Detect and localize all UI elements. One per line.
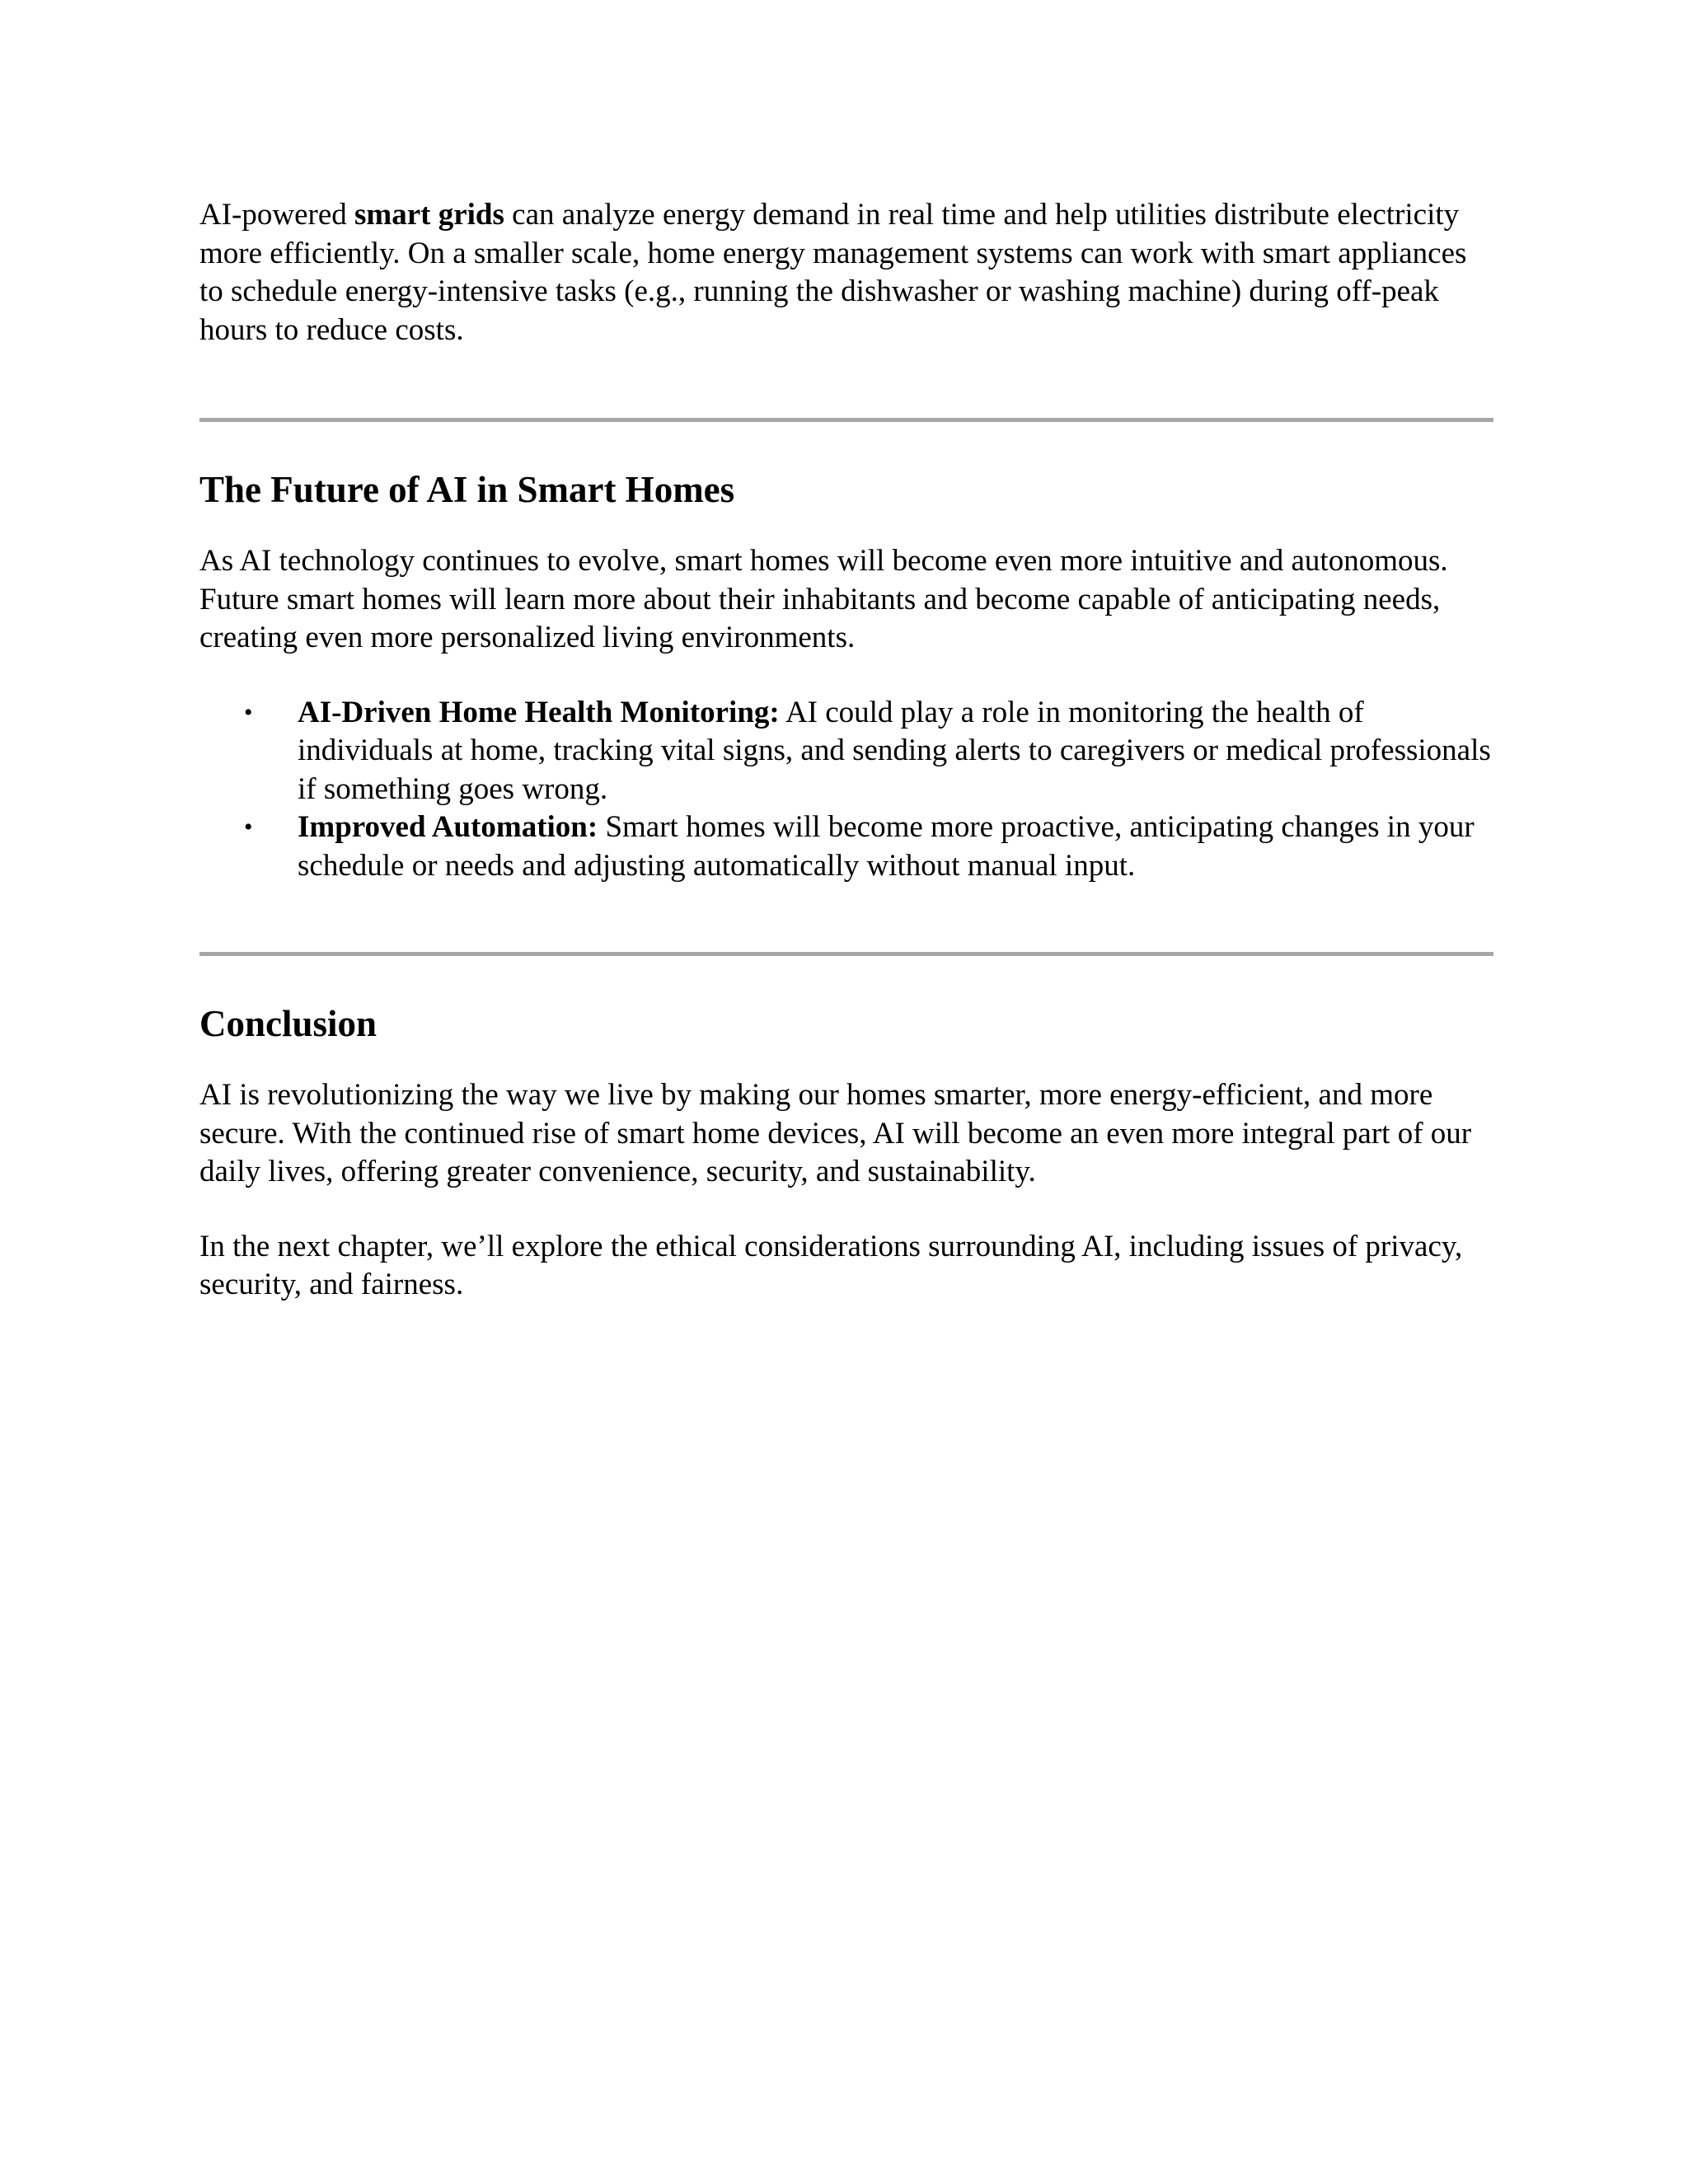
list-item — [199, 808, 1493, 885]
document-page — [199, 196, 1493, 1305]
list-item-title: AI-Driven Home Health Monitoring: — [298, 695, 780, 729]
intro-bold-term: smart grids — [354, 198, 504, 232]
section-divider — [199, 952, 1493, 956]
future-paragraph: As AI technology continues to evolve, smart homes will become even more intuitive and autonomous. Future smart homes will learn more about their inhabitants and become capable of anticipating needs, creating even more personalized living environments. — [199, 544, 1448, 654]
bullet-mark: • — [244, 813, 253, 841]
next-chapter-paragraph: In the next chapter, we’ll explore the ethical considerations surrounding AI, including issues of privacy, security, and fairness. — [199, 1229, 1463, 1301]
list-item-text: Smart homes will become more proactive, anticipating changes in your schedule or needs and adjusting automatically without manual input. — [298, 810, 1475, 883]
conclusion-paragraph: AI is revolutionizing the way we live by making our homes smarter, more energy-efficient, and more secure. With the continued rise of smart home devices, AI will become an even more integral part of our daily lives, offering greater convenience, security, and sustainability. — [199, 1078, 1472, 1188]
section-divider — [199, 418, 1493, 422]
bullet-mark: • — [244, 698, 253, 726]
future-bullet-list — [199, 694, 1493, 886]
list-item-title: Improved Automation: — [298, 810, 598, 844]
intro-text-rest: can analyze energy demand in real time and help utilities distribute electricity more efficiently. On a smaller scale, home energy management systems can work with smart appliances to schedule energy-intensive tasks (e.g., running the dishwasher or washing machine) during off-peak hours to reduce costs. — [199, 198, 1467, 347]
list-item — [199, 694, 1493, 809]
intro-text-start: AI-powered — [199, 198, 354, 232]
list-item-text: AI could play a role in monitoring the health of individuals at home, tracking vital signs, and sending alerts to caregivers or medical professionals if something goes wrong. — [298, 695, 1491, 806]
conclusion-heading: Conclusion — [199, 1003, 377, 1044]
future-heading: The Future of AI in Smart Homes — [199, 469, 735, 510]
intro-paragraph — [199, 196, 1493, 349]
